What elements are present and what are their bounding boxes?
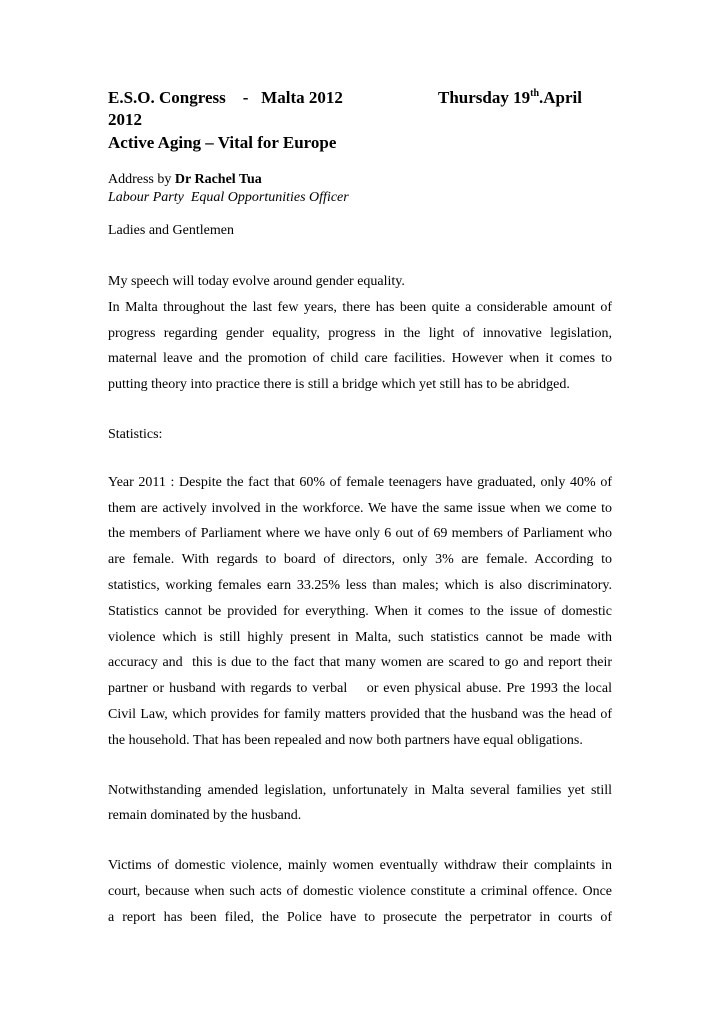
- text-line: Victims of domestic violence, mainly women eventually withdraw their complaints in: [108, 858, 612, 874]
- paragraph-statistics: [108, 470, 612, 754]
- text-line: them are actively involved in the workforce. We have the same issue when we come to: [108, 500, 612, 516]
- paragraph-speech: [108, 269, 612, 398]
- text-line: are female. With regards to board of directors, only 3% are female. According to: [108, 552, 612, 568]
- speaker-office: Labour Party Equal Opportunities Officer: [108, 190, 349, 205]
- text-line: Statistics cannot be provided for everything. When it comes to the issue of domestic: [108, 603, 612, 619]
- paragraph-victims: [108, 853, 612, 930]
- text-line: Statistics:: [108, 426, 163, 442]
- text-line: Year 2011 : Despite the fact that 60% of female teenagers have graduated, only 40% of: [108, 474, 612, 490]
- text-line: progress regarding gender equality, progress in the light of innovative legislation,: [108, 325, 612, 341]
- text-line: violence which is still highly present in Malta, such statistics cannot be made with: [108, 629, 612, 645]
- text-line: the members of Parliament where we have only 6 out of 69 members of Parliament who: [108, 526, 612, 542]
- text-line: a report has been filed, the Police have to prosecute the perpetrator in courts of: [108, 909, 612, 925]
- event-date: [438, 86, 582, 109]
- paragraph-notwithstanding: [108, 778, 612, 830]
- text-line: remain dominated by the husband.: [108, 808, 302, 824]
- address-line: [108, 170, 612, 189]
- text-line: Civil Law, which provides for family matters provided that the husband was the head of: [108, 706, 612, 722]
- text-line: court, because when such acts of domestic violence constitute a criminal offence. Once: [108, 883, 612, 899]
- text-line: accuracy and this is due to the fact that many women are scared to go and report their: [108, 655, 612, 671]
- event-year: 2012: [108, 110, 142, 129]
- address-prefix: Address by: [108, 172, 175, 187]
- title-line: [108, 86, 612, 109]
- document-page: [108, 86, 612, 931]
- text-line: My speech will today evolve around gender equality.: [108, 274, 405, 289]
- text-line: statistics, working females earn 33.25% less than males; which is also discriminatory.: [108, 577, 612, 593]
- date-ordinal: th: [530, 88, 540, 99]
- text-line: Notwithstanding amended legislation, unfortunately in Malta several families yet still: [108, 782, 612, 798]
- greeting: Ladies and Gentlemen: [108, 223, 234, 238]
- date-prefix: Thursday 19: [438, 88, 531, 107]
- text-line: In Malta throughout the last few years, there has been quite a considerable amount of: [108, 299, 612, 315]
- date-suffix: .April: [539, 88, 583, 107]
- event-title: E.S.O. Congress - Malta 2012: [108, 88, 343, 107]
- text-line: putting theory into practice there is still a bridge which yet still has to be abridged.: [108, 377, 570, 393]
- text-line: maternal leave and the promotion of child care facilities. However when it comes to: [108, 351, 612, 367]
- statistics-heading: [108, 422, 612, 448]
- text-line: the household. That has been repealed and now both partners have equal obligations.: [108, 732, 583, 748]
- event-theme: Active Aging – Vital for Europe: [108, 133, 337, 152]
- speaker-name: Dr Rachel Tua: [174, 172, 262, 187]
- text-line: partner or husband with regards to verbal or even physical abuse. Pre 1993 the local: [108, 681, 612, 697]
